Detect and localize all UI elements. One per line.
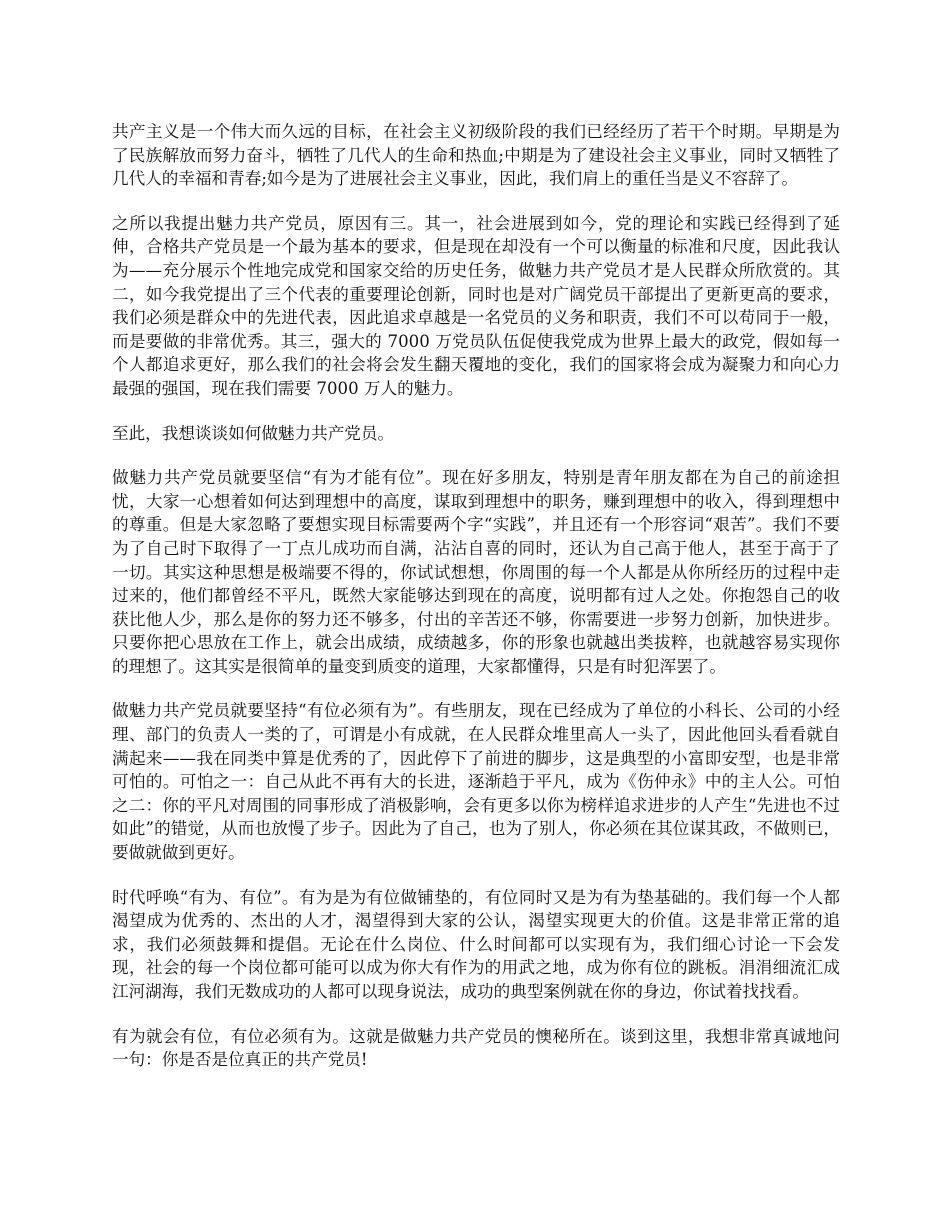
paragraph-era-call: 时代呼唤“有为、有位”。有为是为有位做铺垫的，有位同时又是为有为垫基础的。我们每一个人都渴望成为优秀的、杰出的人才，渴望得到大家的公认，渴望实现更大的价值。这是非常正常的追求，我们必须鼓舞和提倡。无论在什么岗位、什么时间都可以实现有为，我们细心讨论一下会发现，社会的每一个岗位都可能可以成为你大有作为的用武之地，成为你有位的跳板。涓涓细流汇成江河湖海，我们无数成功的人都可以现身说法，成功的典型案例就在你的身边，你试着找找看。 [112,887,840,1001]
paragraph-transition: 至此，我想谈谈如何做魅力共产党员。 [112,423,395,443]
paragraph-position-action: 做魅力共产党员就要坚持“有位必须有为”。有些朋友，现在已经成为了单位的小科长、公司的小经理、部门的负责人一类的了，可谓是小有成就，在人民群众堆里高人一头了，因此他回头看看就自满起来——我在同类中算是优秀的了，因此停下了前进的脚步，这是典型的小富即安型，也是非常可怕的。可怕之一：自己从此不再有大的长进，逐渐趋于平凡，成为《伤仲永》中的主人公。可怕之二：你的平凡对周围的同事形成了消极影响，会有更多以你为榜样追求进步的人产生“先进也不过如此”的错觉，从而也放慢了步子。因此为了自己，也为了别人，你必须在其位谋其政，不做则已，要做就做到更好。 [112,701,840,863]
paragraph-believe-action: 做魅力共产党员就要坚信“有为才能有位”。现在好多朋友，特别是青年朋友都在为自己的前途担忧，大家一心想着如何达到理想中的高度，谋取到理想中的职务，赚到理想中的收入，得到理想中的尊重。但是大家忽略了要想实现目标需要两个字“实践”，并且还有一个形容词“艰苦”。我们不要为了自己时下取得了一丁点儿成功而自满，沾沾自喜的同时，还认为自己高于他人，甚至于高于了一切。其实这种思想是极端要不得的，你试试想想，你周围的每一个人都是从你所经历的过程中走过来的，他们都曾经不平凡，既然大家能够达到现在的高度，说明都有过人之处。你抱怨自己的收获比他人少，那么是你的努力还不够多，付出的辛苦还不够，你需要进一步努力创新，加快进步。只要你把心思放在工作上，就会出成绩，成绩越多，你的形象也就越出类拔粹，也就越容易实现你的理想了。这其实是很简单的量变到质变的道理，大家都懂得，只是有时犯浑罢了。 [112,468,840,676]
document-page [112,120,840,1093]
paragraph-reasons: 之所以我提出魅力共产党员，原因有三。其一，社会进展到如今，党的理论和实践已经得到了延伸，合格共产党员是一个最为基本的要求，但是现在却没有一个可以衡量的标准和尺度，因此我认为——充分展示个性地完成党和国家交给的历史任务，做魅力共产党员才是人民群众所欣赏的。其二，如今我党提出了三个代表的重要理论创新，同时也是对广阔党员干部提出了更新更高的要求，我们必须是群众中的先进代表，因此追求卓越是一名党员的义务和职责，我们不可以苟同于一般，而是要做的非常优秀。其三，强大的 7000 万党员队伍促使我党成为世界上最大的政党，假如每一个人都追求更好，那么我们的社会将会发生翻天覆地的变化，我们的国家将会成为凝聚力和向心力最强的强国，现在我们需要 7000 万人的魅力。 [112,213,840,398]
paragraph-conclusion: 有为就会有位，有位必须有为。这就是做魅力共产党员的懊秘所在。谈到这里，我想非常真诚地问一句：你是否是位真正的共产党员! [112,1026,840,1070]
paragraph-goal: 共产主义是一个伟大而久远的目标，在社会主义初级阶段的我们已经经历了若干个时期。早期是为了民族解放而努力奋斗，牺牲了几代人的生命和热血;中期是为了建设社会主义事业，同时又牺牲了几代人的幸福和青春;如今是为了进展社会主义事业，因此，我们肩上的重任当是义不容辞了。 [112,122,840,189]
